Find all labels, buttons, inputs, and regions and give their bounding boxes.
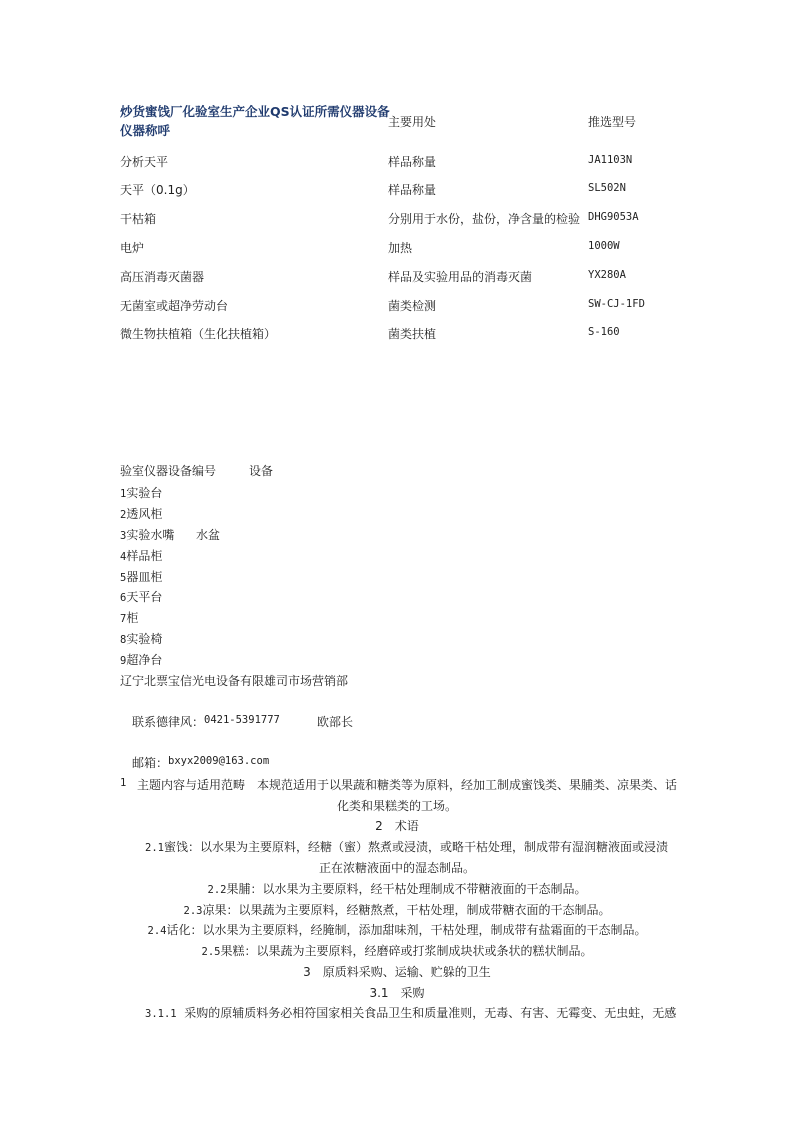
list-item-number: 2 bbox=[120, 509, 127, 521]
list-item bbox=[120, 609, 138, 626]
section-2-1-number: 2.1 bbox=[145, 842, 164, 854]
table-cell-use: 样品及实验用品的消毒灭菌 bbox=[388, 270, 533, 284]
list-item-text: 超净台 bbox=[126, 653, 163, 667]
table-cell-name: 电炉 bbox=[120, 241, 145, 255]
list-header-equipment: 设备 bbox=[249, 464, 274, 478]
col-header-model: 推选型号 bbox=[588, 115, 637, 129]
section-2-2-number: 2.2 bbox=[207, 884, 227, 896]
section-3-1-heading: 3.1 采购 bbox=[369, 986, 425, 1000]
section-3-1-1-number: 3.1.1 bbox=[145, 1008, 177, 1020]
table-cell-use: 菌类扶植 bbox=[388, 327, 437, 341]
list-item bbox=[120, 505, 162, 522]
col-header-use: 主要用处 bbox=[388, 115, 437, 129]
table-cell-name: 干枯箱 bbox=[120, 212, 157, 226]
list-item bbox=[120, 484, 162, 501]
list-item bbox=[120, 630, 162, 647]
list-item-number: 4 bbox=[120, 551, 127, 563]
list-item-number: 3 bbox=[120, 530, 127, 542]
list-item-text: 实验椅 bbox=[126, 632, 163, 646]
section-1-text-cont: 化类和果糕类的工场。 bbox=[336, 799, 457, 813]
list-item-text: 天平台 bbox=[126, 590, 163, 604]
contact-person: 欧部长 bbox=[317, 715, 354, 729]
list-item-text: 器皿柜 bbox=[126, 570, 163, 584]
section-2-3-text: 凉果：以果蔬为主要原料，经糖熬煮，干枯处理，制成带糖衣面的干态制品。 bbox=[202, 903, 611, 917]
list-item-text: 实验台 bbox=[126, 486, 163, 500]
list-item-number: 8 bbox=[120, 634, 127, 646]
section-3-1-1-text: 采购的原辅质料务必相符国家相关食品卫生和质量准则，无毒、有害、无霉变、无虫蛀，无感 bbox=[184, 1006, 677, 1020]
table-cell-model: SW-CJ-1FD bbox=[588, 298, 645, 310]
table-cell-name: 分析天平 bbox=[120, 155, 169, 169]
section-2-5 bbox=[0, 942, 794, 959]
contact-phone: 0421-5391777 bbox=[204, 714, 280, 726]
list-item bbox=[120, 568, 162, 585]
list-item-number: 1 bbox=[120, 488, 127, 500]
table-cell-name: 天平（0.1g） bbox=[120, 183, 195, 197]
section-2-2 bbox=[0, 880, 794, 897]
section-2-1 bbox=[145, 838, 668, 855]
company-name: 辽宁北票宝信光电设备有限雄司市场营销部 bbox=[120, 674, 349, 688]
table-cell-use: 样品称量 bbox=[388, 155, 437, 169]
contact-email-label: 邮箱： bbox=[132, 756, 169, 770]
contact-phone-label: 联系德律风： bbox=[132, 715, 205, 729]
section-2-4 bbox=[0, 921, 794, 938]
table-cell-name: 无菌室或超净劳动台 bbox=[120, 299, 229, 313]
section-2-1-text: 蜜饯：以水果为主要原料，经糖（蜜）熬煮或浸渍，或略干枯处理，制成带有湿润糖液面或浸渍 bbox=[163, 840, 668, 854]
table-cell-name: 高压消毒灭菌器 bbox=[120, 270, 205, 284]
section-2-4-number: 2.4 bbox=[147, 925, 167, 937]
section-1-number: 1 bbox=[120, 777, 127, 789]
section-2-3 bbox=[0, 901, 794, 918]
section-2-2-text: 果脯：以水果为主要原料，经干枯处理制成不带糖液面的干态制品。 bbox=[226, 882, 587, 896]
table-cell-model: SL502N bbox=[588, 182, 626, 194]
section-3-1-1 bbox=[145, 1004, 676, 1021]
list-item-number: 9 bbox=[120, 655, 127, 667]
col-header-name: 仪器称呼 bbox=[120, 123, 171, 138]
section-2-5-text: 果糕：以果蔬为主要原料，经磨碎或打浆制成块状或条状的糕状制品。 bbox=[220, 944, 593, 958]
list-header-number: 验室仪器设备编号 bbox=[120, 464, 217, 478]
section-2-3-number: 2.3 bbox=[183, 905, 203, 917]
table-cell-model: S-160 bbox=[588, 326, 620, 338]
list-item-extra: 水盆 bbox=[196, 528, 221, 542]
table-cell-model: JA1103N bbox=[588, 154, 633, 166]
list-item bbox=[120, 526, 174, 543]
table-cell-use: 加热 bbox=[388, 241, 413, 255]
table-cell-model: YX280A bbox=[588, 269, 626, 281]
section-2-4-text: 话化：以水果为主要原料，经腌制，添加甜味剂，干枯处理，制成带有盐霜面的干态制品。 bbox=[166, 923, 647, 937]
list-item-text: 柜 bbox=[126, 611, 139, 625]
table-cell-name: 微生物扶植箱（生化扶植箱） bbox=[120, 327, 277, 341]
section-2-heading: 2 术语 bbox=[375, 819, 419, 833]
table-cell-use: 样品称量 bbox=[388, 183, 437, 197]
section-3-heading: 3 原质料采购、运输、贮躲的卫生 bbox=[303, 965, 491, 979]
table-title: 炒货蜜饯厂化验室生产企业QS认证所需仪器设备 bbox=[120, 104, 390, 119]
table-cell-model: DHG9053A bbox=[588, 211, 639, 223]
list-item bbox=[120, 547, 162, 564]
list-item-text: 样品柜 bbox=[126, 549, 163, 563]
list-item bbox=[120, 651, 162, 668]
contact-email[interactable]: bxyx2009@163.com bbox=[168, 755, 270, 767]
section-1-text: 主题内容与适用范畴 本规范适用于以果蔬和糖类等为原料，经加工制成蜜饯类、果脯类、凉果类、话 bbox=[137, 778, 678, 792]
list-item bbox=[120, 588, 162, 605]
table-cell-model: 1000W bbox=[588, 240, 620, 252]
section-2-1-text-cont: 正在浓糖液面中的湿态制品。 bbox=[318, 861, 475, 875]
list-item-number: 6 bbox=[120, 592, 127, 604]
list-item-text: 实验水嘴 bbox=[126, 528, 175, 542]
list-item-text: 透风柜 bbox=[126, 507, 163, 521]
list-item-number: 5 bbox=[120, 572, 127, 584]
list-item-number: 7 bbox=[120, 613, 127, 625]
table-cell-use: 分别用于水份，盐份，净含量的检验 bbox=[388, 212, 581, 226]
section-2-5-number: 2.5 bbox=[201, 946, 221, 958]
table-cell-use: 菌类检测 bbox=[388, 299, 437, 313]
